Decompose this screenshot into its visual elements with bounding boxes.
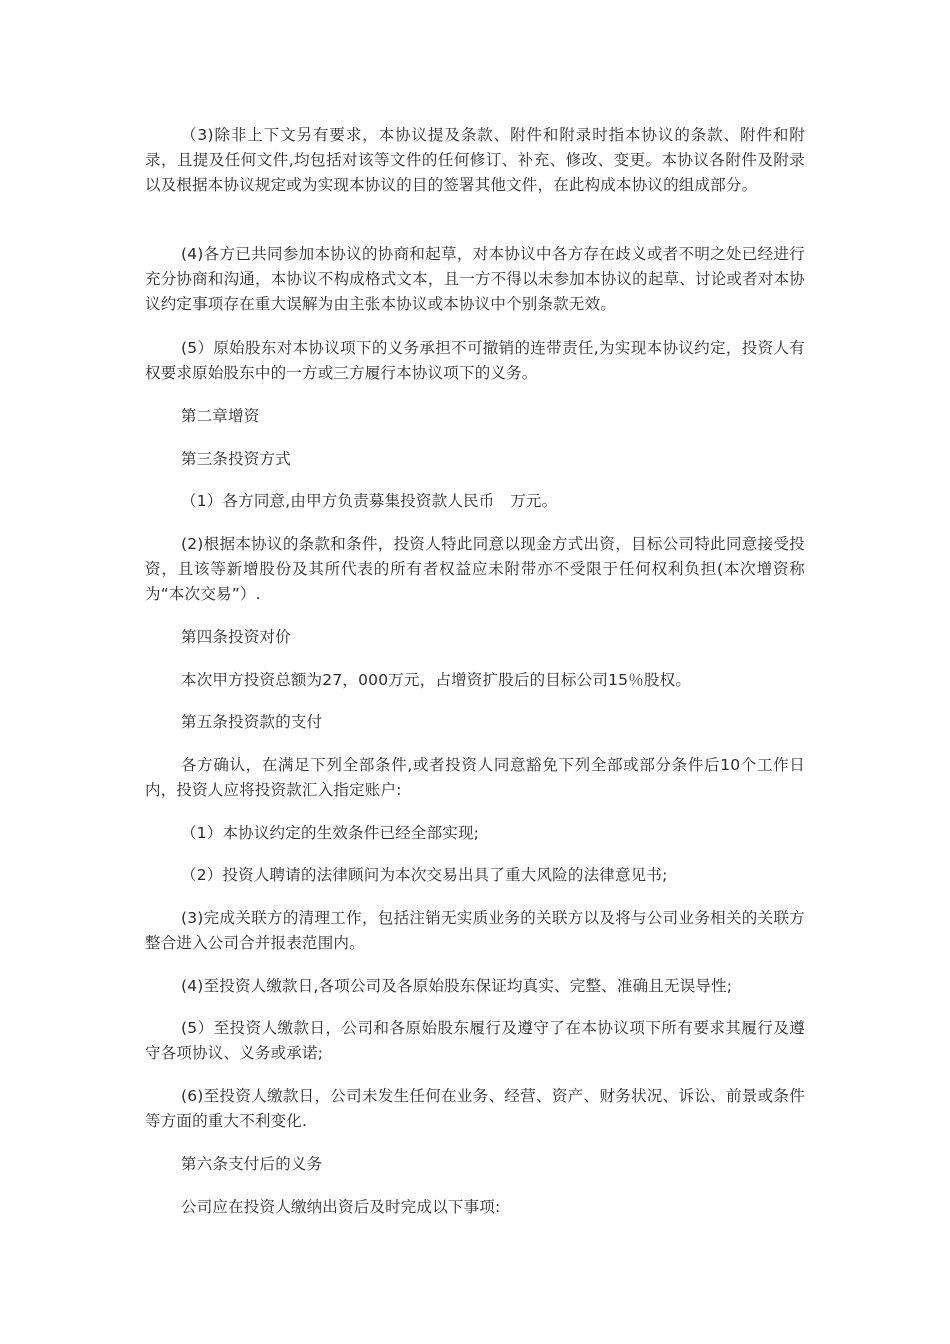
chapter-2-heading: 第二章增资 [181,407,260,425]
condition-6: (6)至投资人缴款日，公司未发生任何在业务、经营、资产、财务状况、诉讼、前景或条件等方面的重大不利变化. [145,1087,805,1130]
article-4-heading: 第四条投资对价 [181,628,291,646]
paragraph-3-definitions: （3)除非上下文另有要求，本协议提及条款、附件和附录时指本协议的条款、附件和附录，且提及任何文件,均包括对该等文件的任何修订、补充、修改、变更。本协议各附件及附录以及根据本协议规定或为实现本协议的目的签署其他文件，在此构成本协议的组成部分。 [145,126,805,194]
condition-3: (3)完成关联方的清理工作，包括注销无实质业务的关联方以及将与公司业务相关的关联方整合进入公司合并报表范围内。 [145,909,805,952]
paragraph-4-drafting: (4)各方已共同参加本协议的协商和起草，对本协议中各方存在歧义或者不明之处已经进行充分协商和沟通，本协议不构成格式文本，且一方不得以未参加本协议的起草、讨论或者对本协议约定事项存在重大误解为由主张本协议或本协议中个别条款无效。 [145,245,805,313]
article-5-intro: 各方确认，在满足下列全部条件,或者投资人同意豁免下列全部或部分条件后10个工作日内，投资人应将投资款汇入指定账户: [145,756,805,799]
condition-2: （2）投资人聘请的法律顾问为本次交易出具了重大风险的法律意见书; [181,866,668,884]
article-3-clause-1: （1）各方同意,由甲方负责募集投资款人民币 万元。 [181,492,558,510]
article-6-body: 公司应在投资人缴纳出资后及时完成以下事项: [181,1198,501,1216]
article-6-heading: 第六条支付后的义务 [181,1155,323,1173]
condition-5: (5）至投资人缴款日，公司和各原始股东履行及遵守了在本协议项下所有要求其履行及遵守各项协议、义务或承诺; [145,1019,805,1062]
condition-1: （1）本协议约定的生效条件已经全部实现; [181,824,480,842]
condition-4: (4)至投资人缴款日,各项公司及各原始股东保证均真实、完整、准确且无误导性; [181,977,733,995]
article-4-body: 本次甲方投资总额为27，000万元，占增资扩股后的目标公司15％股权。 [181,671,692,689]
paragraph-5-liability: (5）原始股东对本协议项下的义务承担不可撤销的连带责任,为实现本协议约定，投资人有权要求原始股东中的一方或三方履行本协议项下的义务。 [145,339,805,382]
article-3-clause-2: (2)根据本协议的条款和条件，投资人特此同意以现金方式出资，目标公司特此同意接受投资，且该等新增股份及其所代表的所有者权益应未附带亦不受限于任何权利负担(本次增资称为“本次交易”）. [145,535,805,603]
article-3-heading: 第三条投资方式 [181,450,291,468]
article-5-heading: 第五条投资款的支付 [181,713,323,731]
